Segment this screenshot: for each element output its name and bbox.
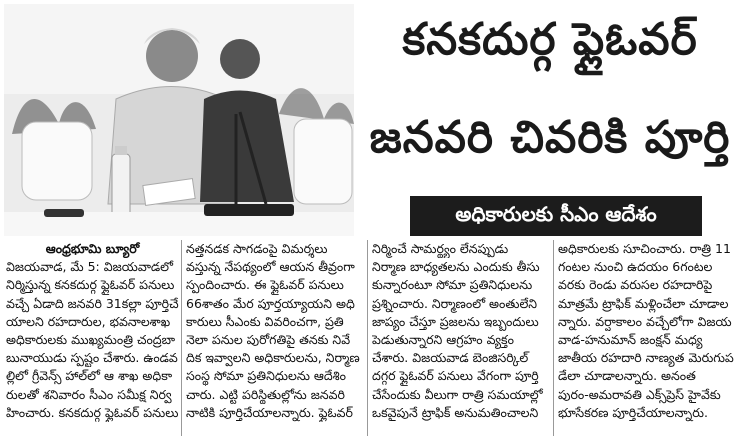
subheadline-bar: [410, 196, 702, 236]
byline: ఆంధ్రభూమి బ్యూరో: [45, 241, 140, 256]
article-line: చేశారు. విజయవాడ బెంజిసర్కిల్: [372, 350, 529, 366]
subheadline-text: అధికారులకు సీఎం ఆదేశం: [455, 201, 657, 226]
article-line: న్నారు. వర్షాకాలం వచ్చేలోగా విజయ: [558, 313, 732, 329]
article-line: చారు. ఎట్టి పరిస్థితుల్లోను జనవరి: [186, 386, 345, 402]
article-line: అధికారులకు ముఖ్యమంత్రి చంద్రబా: [6, 332, 176, 348]
article-line: సంస్థ సోమా ప్రతినిధులను ఆదేశిం: [186, 368, 346, 384]
article-line: భూసేకరణ పూర్తిచేయాలన్నారు.: [558, 404, 708, 420]
article-line: వరకు రెండు వరుసల రహదారిపై: [558, 277, 713, 293]
headline-line-2: జనవరి చివరికి పూర్తి: [369, 112, 731, 163]
article-line: హించారు. కనకదుర్గ ఫ్లైఓవర్ పనులు: [6, 404, 179, 420]
article-line: వచ్చే ఏడాది జనవరి 31కల్లా పూర్తిచే: [6, 295, 179, 311]
article-line: యాలని రహదారుల, భవనాలశాఖ: [6, 313, 171, 329]
article-line: డేలా చూడాలన్నారు. అనంత: [558, 368, 696, 384]
column-divider: [367, 240, 368, 436]
article-line: 66శాతం మేర పూర్తయ్యాయని అధి: [186, 295, 355, 311]
article-column-2: [186, 240, 364, 422]
article-line: జాప్యం చేస్తూ ప్రజలను ఇబ్బందులు: [372, 313, 539, 329]
article-line: అధికారులకు సూచించారు. రాత్రి 11: [558, 241, 731, 256]
article-line: విజయవాడ, మే 5: విజయవాడలో: [6, 259, 174, 275]
photo-illustration: [4, 4, 354, 236]
article-line: నాటికి పూర్తిచేయాలన్నారు. ఫ్లైఓవర్: [186, 404, 353, 420]
article-line: గంటల నుంచి ఉదయం 6గంటల: [558, 259, 713, 275]
article-line: చేసేందుకు వీలుగా రాత్రి సమయాల్లో: [372, 386, 543, 402]
article-line: జాతీయ రహదారి నాణ్యత మెరుగుప: [558, 350, 734, 366]
article-line: దిక ఇవ్వాలని అధికారులను, నిర్మాణ: [186, 350, 360, 366]
article-column-4: [558, 240, 740, 422]
article-line: కారులు సీఎంకు వివరించగా, ప్రతి: [186, 313, 344, 329]
article-line: ల్లిలో గ్రీవెన్స్ హాల్‌లో ఆ శాఖ అధికా: [6, 368, 173, 384]
article-line: కున్నారంటూ సోమా ప్రతినిధులను: [372, 277, 533, 293]
article-line: నెలా పనుల పురోగతిపై తనకు నివే: [186, 332, 351, 348]
article-line: బునాయుడు స్పష్టం చేశారు. ఉండవ: [6, 350, 178, 366]
article-line: నిర్మించే సామర్థ్యం లేనప్పుడు: [372, 241, 509, 256]
article-line: దగ్గర ఫ్లైఓవర్ పనులు వేగంగా పూర్తి: [372, 368, 539, 384]
article-line: ఒకవైపునే ట్రాఫిక్ అనుమతించాలని: [372, 404, 539, 420]
article-line: నిర్మాణ బాధ్యతలను ఎందుకు తీసు: [372, 259, 540, 275]
article-line: మాత్రమే ట్రాఫిక్ మళ్లించేలా చూడాల: [558, 295, 729, 311]
article-line: నత్తనడక సాగడంపై విమర్శలు: [186, 241, 328, 256]
article-line: వస్తున్న నేపథ్యంలో ఆయన తీవ్రంగా: [186, 259, 355, 275]
article-line: రులతో శనివారం సీఎం సమీక్ష నిర్వ: [6, 386, 172, 402]
column-divider: [553, 240, 554, 436]
article-line: పురం-అమరావతి ఎక్స్‌ప్రెస్ హైవేకు: [558, 386, 721, 402]
news-photo: [4, 4, 354, 236]
article-line: నిర్మిస్తున్న కనకదుర్గ ఫ్లైఓవర్ పనులు: [6, 277, 175, 293]
article-line: స్పందించారు. ఈ ఫ్లైఓవర్ పనులు: [186, 277, 344, 293]
article-line: పెడుతున్నారని ఆగ్రహం వ్యక్తం: [372, 332, 514, 348]
article-column-3: [372, 240, 550, 422]
article-column-1: [6, 240, 179, 422]
column-divider: [181, 240, 182, 436]
article-line: ప్రశ్నించారు. నిర్మాణంలో అంతులేని: [372, 295, 538, 311]
article-line: వాడ-హనుమాన్ జంక్షన్ మధ్య: [558, 332, 703, 348]
headline-line-1: కనకదుర్గ ఫ్లైఓవర్: [402, 14, 698, 65]
